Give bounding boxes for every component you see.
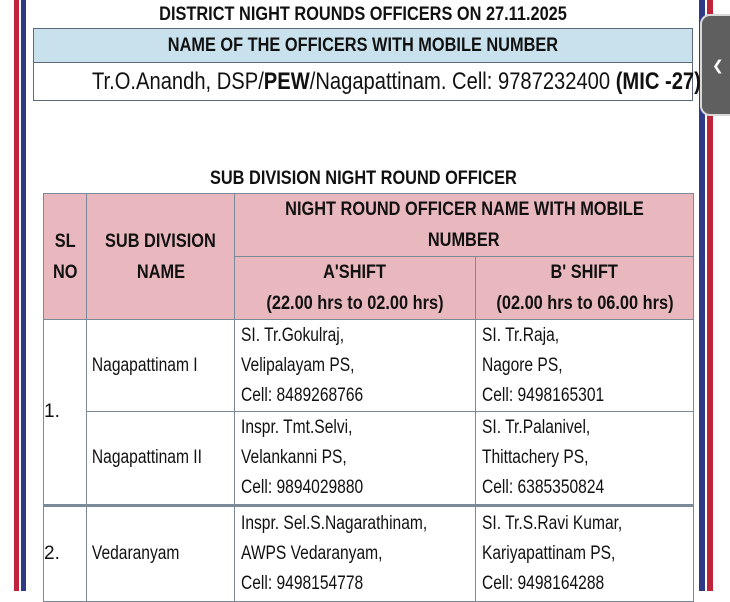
row-subdivision: Nagapattinam I bbox=[87, 320, 235, 412]
district-officer-box bbox=[33, 28, 701, 101]
row-sl: 1. bbox=[44, 320, 87, 506]
row-shift-b: SI. Tr.Raja, Nagore PS, Cell: 9498165301 bbox=[476, 320, 694, 412]
row-shift-b: SI. Tr.S.Ravi Kumar, Kariyapattinam PS, Cell: 9498164288 bbox=[476, 506, 694, 602]
page-title: DISTRICT NIGHT ROUNDS OFFICERS ON 27.11.2025 bbox=[159, 4, 567, 25]
row-shift-b: SI. Tr.Palanivel, Thittachery PS, Cell: 6385350824 bbox=[476, 412, 694, 506]
officer-header: NAME OF THE OFFICERS WITH MOBILE NUMBER bbox=[34, 29, 692, 63]
officer-unit: PEW bbox=[263, 68, 310, 95]
district-officer-line: Tr.O.Anandh, DSP/PEW/Nagapattinam. Cell: 9787232400 (MIC -27) bbox=[91, 68, 701, 95]
mic-code: (MIC -27) bbox=[615, 68, 701, 95]
row-shift-a: Inspr. Sel.S.Nagarathinam, AWPS Vedaranyam, Cell: 9498154778 bbox=[235, 506, 476, 602]
row-shift-a: Inspr. Tmt.Selvi, Velankanni PS, Cell: 9894029880 bbox=[235, 412, 476, 506]
col-header-subdivision: SUB DIVISION NAME bbox=[87, 194, 235, 320]
table-row bbox=[44, 506, 694, 602]
col-header-officer-group: NIGHT ROUND OFFICER NAME WITH MOBILE NUMBER bbox=[235, 194, 694, 257]
table-row bbox=[44, 320, 694, 412]
section-subtitle: SUB DIVISION NIGHT ROUND OFFICER bbox=[209, 168, 517, 189]
col-header-shift-b: B' SHIFT (02.00 hrs to 06.00 hrs) bbox=[476, 257, 694, 320]
left-border bbox=[0, 0, 30, 591]
table-row bbox=[44, 412, 694, 506]
row-shift-a: SI. Tr.Gokulraj, Velipalayam PS, Cell: 8489268766 bbox=[235, 320, 476, 412]
row-sl: 2. bbox=[44, 506, 87, 602]
col-header-shift-a: A'SHIFT (22.00 hrs to 02.00 hrs) bbox=[235, 257, 476, 320]
night-round-table bbox=[43, 193, 694, 602]
col-header-sl: SL NO bbox=[44, 194, 87, 320]
row-subdivision: Vedaranyam bbox=[87, 506, 235, 602]
chevron-left-icon[interactable]: ❮ bbox=[700, 14, 730, 116]
row-subdivision: Nagapattinam II bbox=[87, 412, 235, 506]
